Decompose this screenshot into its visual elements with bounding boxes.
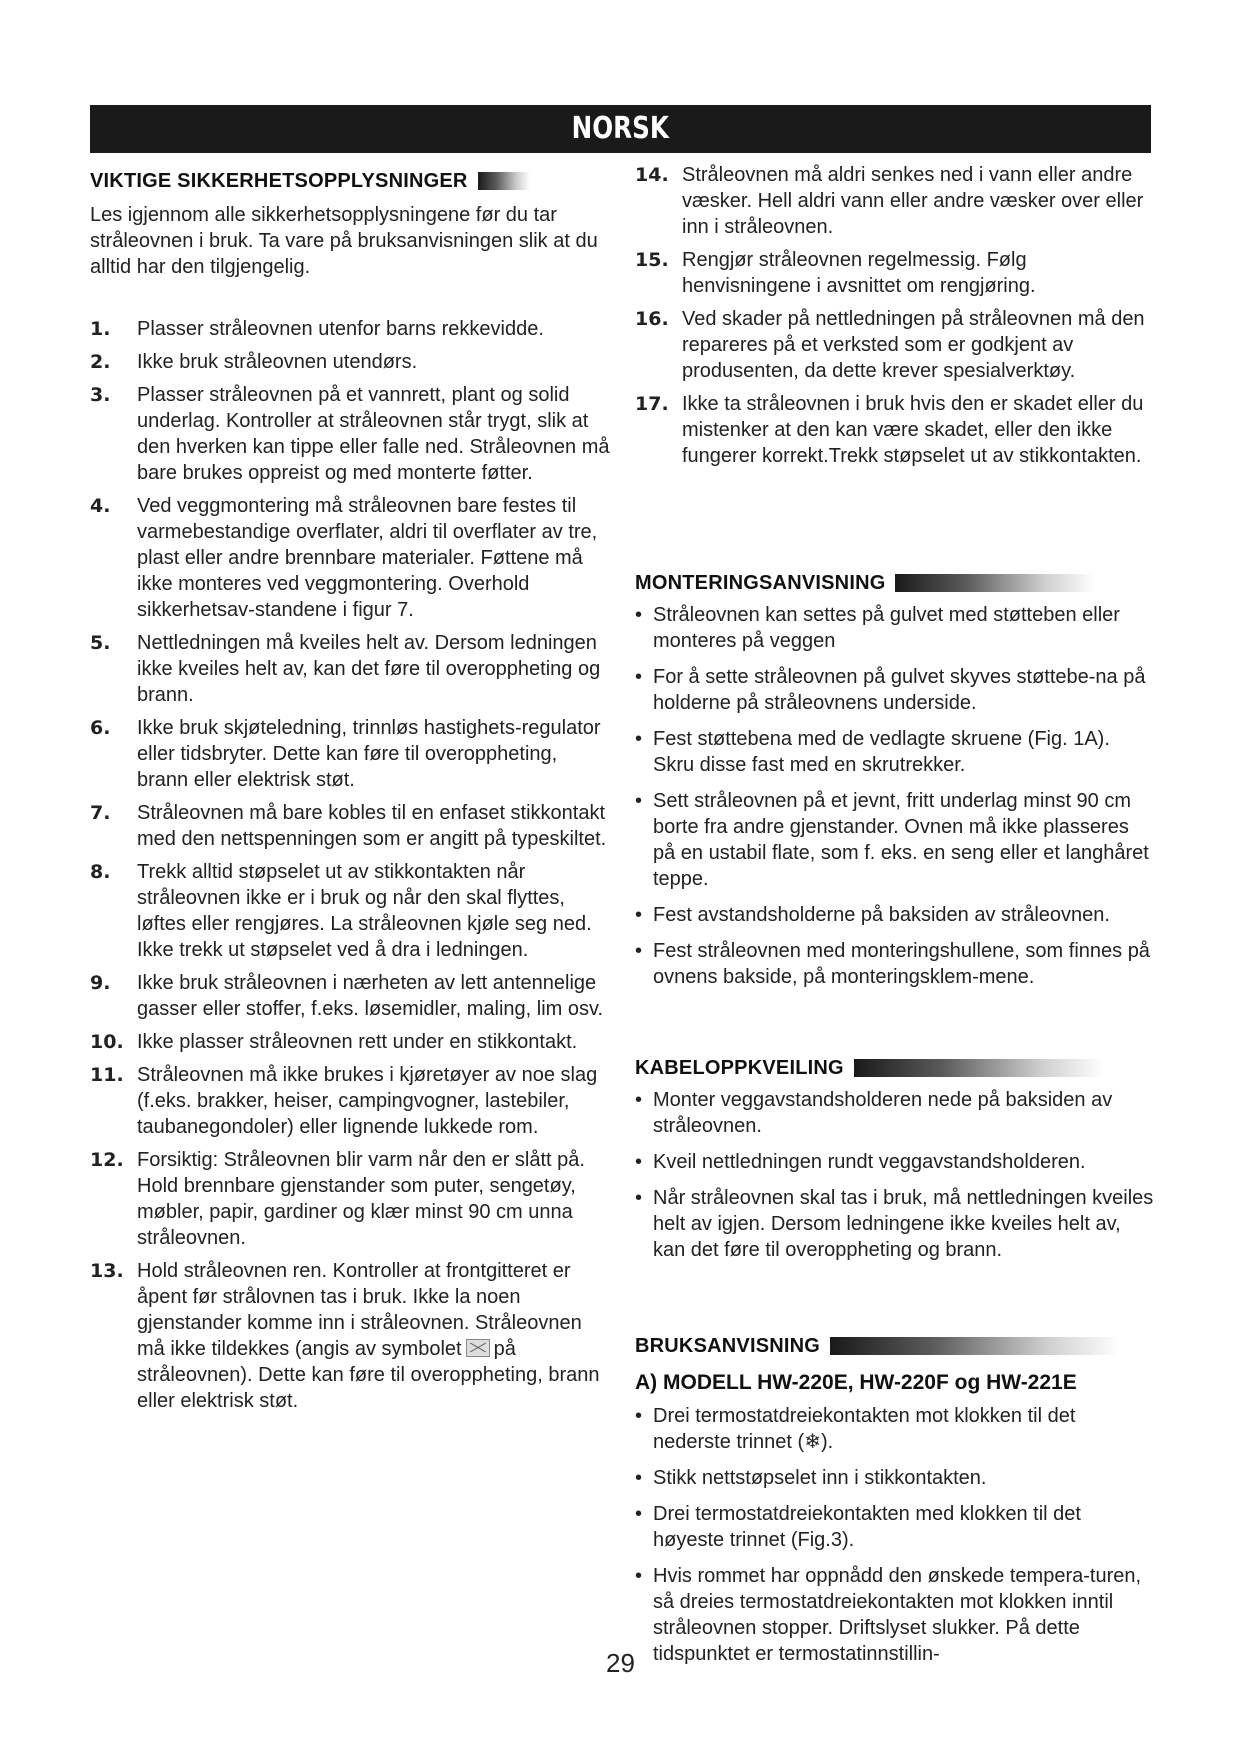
list-item: • Stikk nettstøpselet inn i stikkontakten. (635, 1467, 987, 1489)
list-item: 10. Ikke plasser stråleovnen rett under en stikkontakt. (90, 1031, 578, 1053)
list-item: 14. Stråleovnen må aldri senkes ned i vann eller andre væsker. Hell aldri vann eller andre væsker over eller inn i stråleovnen. (635, 164, 1144, 238)
list-item: 5. Nettledningen må kveiles helt av. Dersom ledningen ikke kveiles helt av, kan det føre til overoppheting og brann. (90, 632, 601, 706)
heading-bar (478, 172, 530, 190)
list-item: 11. Stråleovnen må ikke brukes i kjøretøyer av noe slag (f.eks. brakker, heiser, campingvogner, lastebiler, taubanegondoler) eller lignende lukkede rom. (90, 1064, 598, 1138)
safety-list (90, 316, 610, 1414)
cable-section (635, 1055, 1155, 1273)
right-column (635, 162, 1155, 476)
language-banner (90, 105, 1151, 153)
usage-list (635, 1403, 1155, 1667)
list-item: • Sett stråleovnen på et jevnt, fritt underlag minst 90 cm borte fra andre gjenstander. Ovnen må ikke plasseres på en ustabil flate, som f. eks. en seng eller et langhåret teppe. (635, 790, 1149, 890)
list-item: 17. Ikke ta stråleovnen i bruk hvis den er skadet eller du mistenker at den kan være skadet, eller den ikke fungerer korrekt.Trekk støpselet ut av stikkontakten. (635, 393, 1144, 467)
list-item: 2. Ikke bruk stråleovnen utendørs. (90, 351, 418, 373)
list-item: • Kveil nettledningen rundt veggavstandsholderen. (635, 1151, 1086, 1173)
mounting-heading: MONTERINGSANVISNING (635, 570, 1155, 596)
list-item: 7. Stråleovnen må bare kobles til en enfaset stikkontakt med den nettspenningen som er angitt på typeskiltet. (90, 802, 607, 850)
list-item: • Drei termostatdreiekontakten med klokken til det høyeste trinnet (Fig.3). (635, 1503, 1081, 1551)
list-item: 9. Ikke bruk stråleovnen i nærheten av lett antennelige gasser eller stoffer, f.eks. løsemidler, maling, lim osv. (90, 972, 604, 1020)
list-item: 12. Forsiktig: Stråleovnen blir varm når den er slått på. Hold brennbare gjenstander som puter, sengetøy, møbler, papir, gardiner og klær minst 90 cm unna stråleovnen. (90, 1149, 585, 1249)
list-item: 6. Ikke bruk skjøteledning, trinnløs hastighets-regulator eller tidsbryter. Dette kan føre til overoppheting, brann eller elektrisk støt. (90, 717, 601, 791)
banner-title: NORSK (571, 111, 670, 146)
heading-bar (854, 1059, 1104, 1077)
usage-section (635, 1333, 1155, 1677)
list-item: • For å sette stråleovnen på gulvet skyves støttebe-na på holderne på stråleovnens underside. (635, 666, 1146, 714)
safety-heading (90, 168, 610, 194)
left-column (90, 168, 610, 1421)
do-not-cover-icon (466, 1339, 490, 1357)
list-item: 16. Ved skader på nettledningen på stråleovnen må den repareres på et verksted som er godkjent av produsenten, da dette krever spesialverktøy. (635, 308, 1145, 382)
mounting-list (635, 602, 1155, 990)
list-item: • Monter veggavstandsholderen nede på baksiden av stråleovnen. (635, 1089, 1113, 1137)
heading-bar (895, 574, 1095, 592)
page-number: 29 (606, 1648, 635, 1678)
list-item: 15. Rengjør stråleovnen regelmessig. Følg henvisningene i avsnittet om rengjøring. (635, 249, 1036, 297)
cable-heading: KABELOPPKVEILING (635, 1055, 1155, 1081)
list-item: • Fest stråleovnen med monteringshullene, som finnes på ovnens bakside, på monteringsklem-mene. (635, 940, 1150, 988)
list-item: 8. Trekk alltid støpselet ut av stikkontakten når stråleovnen ikke er i bruk og når den skal flyttes, løftes eller rengjøres. La stråleovnen kjøle seg ned. Ikke trekk ut støpselet ved å dra i ledningen. (90, 861, 592, 961)
safety-heading-text: VIKTIGE SIKKERHETSOPPLYSNINGER (90, 169, 468, 192)
list-item: • Fest avstandsholderne på baksiden av stråleovnen. (635, 904, 1110, 926)
list-item: • Fest støttebena med de vedlagte skruene (Fig. 1A). Skru disse fast med en skrutrekker. (635, 728, 1110, 776)
safety-intro: Les igjennom alle sikkerhetsopplysningene før du tar stråleovnen i bruk. Ta vare på bruksanvisningen slik at du alltid har den tilgjengelig. (90, 204, 598, 278)
list-item: • Når stråleovnen skal tas i bruk, må nettledningen kveiles helt av igjen. Dersom ledningene ikke kveiles helt av, kan det føre til overoppheting og brann. (635, 1187, 1154, 1261)
safety-list-continued (635, 162, 1155, 469)
usage-heading: BRUKSANVISNING (635, 1333, 1155, 1359)
list-item: • Stråleovnen kan settes på gulvet med støtteben eller monteres på veggen (635, 604, 1120, 652)
list-item: 3. Plasser stråleovnen på et vannrett, plant og solid underlag. Kontroller at stråleovnen står trygt, slik at den hverken kan tippe eller falle ned. Stråleovnen må bare brukes oppreist og med monterte føtter. (90, 384, 610, 484)
model-subheading: A) MODELL HW-220E, HW-220F og HW-221E (635, 1371, 1077, 1394)
cable-list (635, 1087, 1155, 1263)
list-item: 1. Plasser stråleovnen utenfor barns rekkevidde. (90, 318, 544, 340)
mounting-section (635, 570, 1155, 1000)
list-item: • Drei termostatdreiekontakten mot klokken til det nederste trinnet (❄). (635, 1405, 1076, 1453)
list-item: 4. Ved veggmontering må stråleovnen bare festes til varmebestandige overflater, aldri til overflater av tre, plast eller andre brennbare materialer. Føttene må ikke monteres ved veggmontering. Overhold sikkerhetsav-standene i figur 7. (90, 495, 598, 621)
list-item: 13. Hold stråleovnen ren. Kontroller at frontgitteret er åpent før strålovnen tas i bruk. Ikke la noen gjenstander komme inn i stråleovnen. Stråleovnen må ikke tildekkes (angis av symbolet på stråleovnen). Dette kan føre til overoppheting, brann eller elektrisk støt. (90, 1260, 600, 1412)
heading-bar (830, 1337, 1120, 1355)
list-item: • Hvis rommet har oppnådd den ønskede tempera-turen, så dreies termostatdreiekontakten mot klokken inntil stråleovnen stopper. Driftslyset slukker. På dette tidspunktet er termostatinnstillin- (635, 1565, 1142, 1665)
